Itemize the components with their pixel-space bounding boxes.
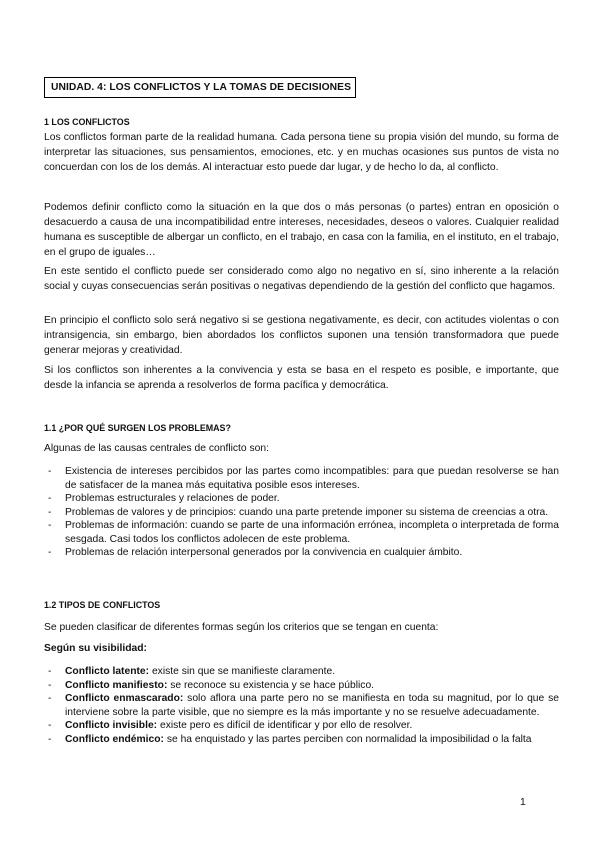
causes-list xyxy=(44,465,559,560)
section-1-heading: 1 LOS CONFLICTOS xyxy=(44,117,130,127)
section-1-1-intro: Algunas de las causas centrales de conflicto son: xyxy=(44,443,269,454)
conflict-type-term: Conflicto latente: xyxy=(65,666,150,677)
conflict-type-item xyxy=(44,719,559,733)
conflict-type-item xyxy=(44,665,559,679)
section-1-paragraph-5: Si los conflictos son inherentes a la convivencia y esta se basa en el respeto es posible, e importante, que desde la infancia se aprenda a resolverlos de forma pacífica y democrática. xyxy=(44,365,559,391)
conflict-type-text: se ha enquistado y las partes perciben con normalidad la imposibilidad o la falta xyxy=(163,733,532,745)
causes-list-item: - Problemas de valores y de principios: cuando una parte pretende imponer su sistema de creencias a otra. xyxy=(44,506,559,520)
section-1-1-heading: 1.1 ¿POR QUÉ SURGEN LOS PROBLEMAS? xyxy=(44,423,231,433)
section-1-2-heading: 1.2 TIPOS DE CONFLICTOS xyxy=(44,600,161,610)
page-number: 1 xyxy=(520,797,526,808)
conflict-type-item xyxy=(44,733,559,747)
unit-title: UNIDAD. 4: LOS CONFLICTOS Y LA TOMAS DE DECISIONES xyxy=(51,82,351,93)
conflict-type-text: se reconoce su existencia y se hace público. xyxy=(167,679,375,691)
conflict-type-item xyxy=(44,679,559,693)
section-1-paragraph-1: Los conflictos forman parte de la realidad humana. Cada persona tiene su propia visión del mundo, su forma de interpretar las situaciones, sus pensamientos, emociones, etc. y en muchas ocasiones sus puntos de vista no concuerdan con los de los demás. Al interactuar esto puede dar lugar, y de hecho lo da, al conflicto. xyxy=(44,132,559,173)
causes-list-item: - Problemas de relación interpersonal generados por la convivencia en cualquier ámbito. xyxy=(44,546,559,560)
visibility-subheading: Según su visibilidad: xyxy=(44,643,147,654)
conflict-types-list xyxy=(44,665,559,746)
section-1-paragraph-2: Podemos definir conflicto como la situación en la que dos o más personas (o partes) entran en oposición o desacuerdo a causa de una incompatibilidad entre intereses, necesidades, deseos o valores. Cualquier realidad humana es susceptible de albergar un conflicto, en el trabajo, en casa con la familia, en el instituto, en el trabajo, en el grupo de iguales… xyxy=(44,202,559,258)
conflict-type-text: existe pero es difícil de identificar y por ello de resolver. xyxy=(157,720,413,731)
section-1-paragraph-4: En principio el conflicto solo será negativo si se gestiona negativamente, es decir, con actitudes violentas o con intransigencia, sin embargo, bien abordados los conflictos suponen una tensión transformadora que puede generar mejoras y creatividad. xyxy=(44,315,559,356)
conflict-type-term: Conflicto manifiesto: xyxy=(65,679,168,691)
conflict-type-text: existe sin que se manifieste claramente. xyxy=(149,666,336,677)
unit-title-box xyxy=(44,77,356,98)
conflict-type-term: Conflicto enmascarado: xyxy=(65,693,184,704)
conflict-type-term: Conflicto invisible: xyxy=(65,720,158,731)
causes-list-item: - Existencia de intereses percibidos por las partes como incompatibles: para que puedan resolverse se han de satisfacer de la manea más equitativa posible esos intereses. xyxy=(44,465,559,492)
section-1-2-intro: Se pueden clasificar de diferentes formas según los criterios que se tengan en cuenta: xyxy=(44,622,439,633)
causes-list-item: - Problemas de información: cuando se parte de una información errónea, incompleta o interpretada de forma sesgada. Casi todos los conflictos adolecen de este problema. xyxy=(44,519,559,546)
conflict-type-term: Conflicto endémico: xyxy=(65,733,164,745)
section-1-paragraph-3: En este sentido el conflicto puede ser considerado como algo no negativo en sí, sino inherente a la relación social y cuyas consecuencias serán positivas o negativas dependiendo de la gestión del conflicto que hagamos. xyxy=(44,266,559,292)
conflict-type-text: solo aflora una parte pero no se manifiesta en toda su magnitud, por lo que se interviene sobre la parte visible, que no siempre es la más importante y no se resuelve adecuadamente. xyxy=(65,693,559,718)
causes-list-item: - Problemas estructurales y relaciones de poder. xyxy=(44,492,559,506)
conflict-type-item xyxy=(44,692,559,719)
